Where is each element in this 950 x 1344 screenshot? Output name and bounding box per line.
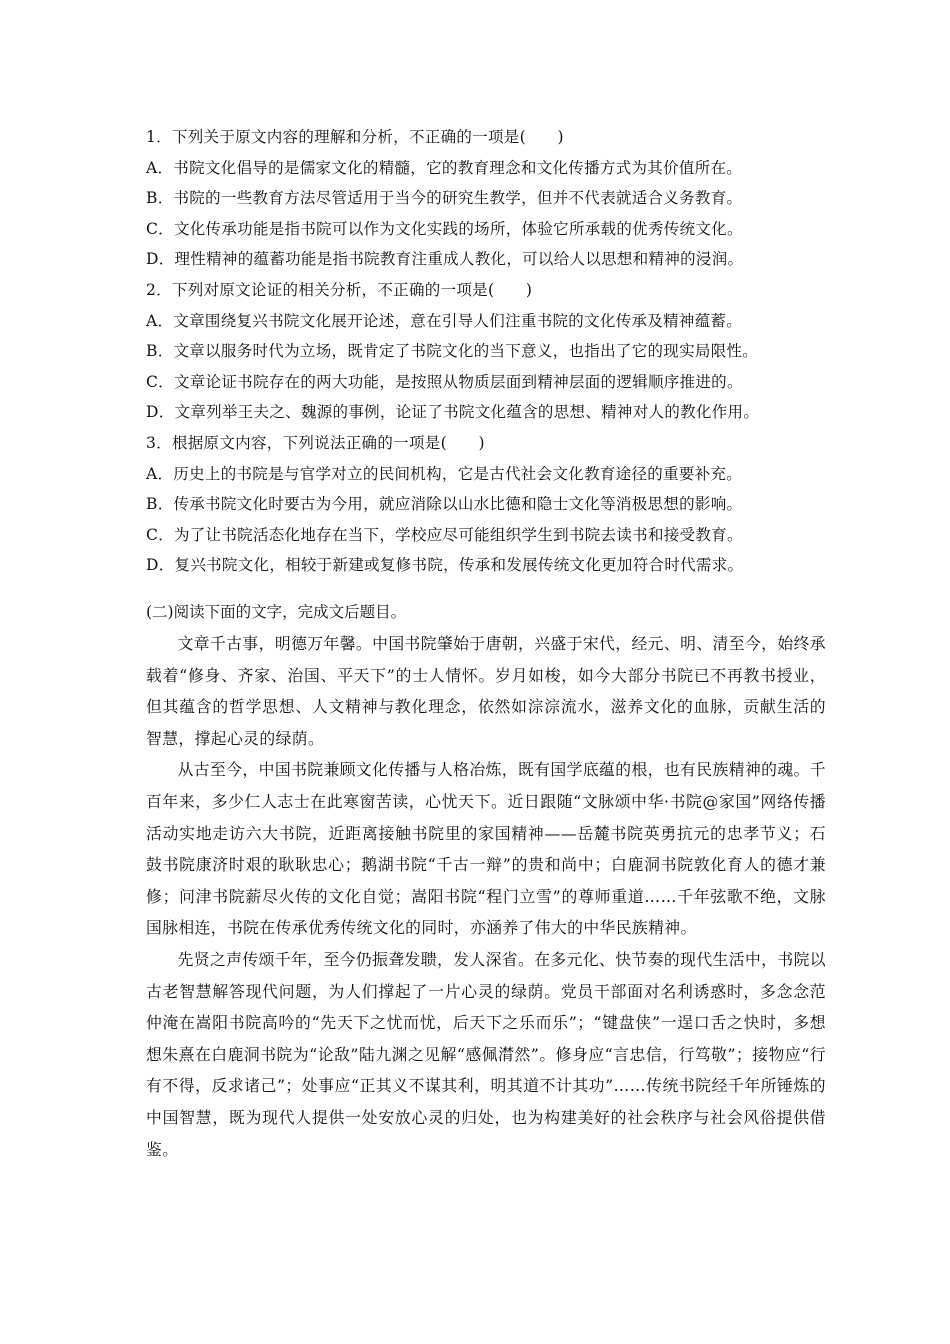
question-stem-1: 1．下列关于原文内容的理解和分析，不正确的一项是( ) xyxy=(146,128,564,146)
passage-paragraph-1: 文章千古事，明德万年馨。中国书院肇始于唐朝，兴盛于宋代，经元、明、清至今，始终承载着“修身、齐家、治国、平天下”的士人情怀。岁月如梭，如今大部分书院已不再教书授业，但其蕴含的哲学思想、人文精神与教化理念，依然如淙淙流水，滋养文化的血脉，贡献生活的智慧，撑起心灵的绿荫。 xyxy=(146,634,826,748)
question-list xyxy=(146,122,826,581)
section-heading: (二)阅读下面的文字，完成文后题目。 xyxy=(146,603,407,621)
question-2-option-b: B．文章以服务时代为立场，既肯定了书院文化的当下意义，也指出了它的现实局限性。 xyxy=(146,342,759,361)
question-2-option-d: D．文章列举王夫之、魏源的事例，论证了书院文化蕴含的思想、精神对人的教化作用。 xyxy=(146,403,760,422)
passage-paragraph-3: 先贤之声传颂千年，至今仍振聋发聩，发人深省。在多元化、快节奏的现代生活中，书院以古老智慧解答现代问题，为人们撑起了一片心灵的绿荫。党员干部面对名利诱惑时，多念念范仲淹在嵩阳书院高吟的“先天下之忧而忧，后天下之乐而乐”；“键盘侠”一逞口舌之快时，多想想朱熹在白鹿洞书院为“论敌”陆九渊之见解“感佩潸然”。修身应“言忠信，行笃敬”；接物应“行有不得，反求诸己”；处事应“正其义不谋其利，明其道不计其功”……传统书院经千年所锤炼的中国智慧，既为现代人提供一处安放心灵的归处，也为构建美好的社会秩序与社会风俗提供借鉴。 xyxy=(146,949,826,1159)
question-3-option-b: B．传承书院文化时要古为今用，就应消除以山水比德和隐士文化等消极思想的影响。 xyxy=(146,495,743,514)
question-2-option-c: C．文章论证书院存在的两大功能，是按照从物质层面到精神层面的逻辑顺序推进的。 xyxy=(146,372,743,391)
question-1-option-c: C．文化传承功能是指书院可以作为文化实践的场所，体验它所承载的优秀传统文化。 xyxy=(146,219,743,238)
question-3-option-a: A．历史上的书院是与官学对立的民间机构，它是古代社会文化教育途径的重要补充。 xyxy=(146,464,743,483)
question-2-option-a: A．文章围绕复兴书院文化展开论述，意在引导人们注重书院的文化传承及精神蕴蓄。 xyxy=(146,311,743,330)
question-1-option-a: A．书院文化倡导的是儒家文化的精髓，它的教育理念和文化传播方式为其价值所在。 xyxy=(146,158,743,177)
question-stem-2: 2．下列对原文论证的相关分析，不正确的一项是( ) xyxy=(146,280,533,299)
question-1-option-d: D．理性精神的蕴蓄功能是指书院教育注重成人教化，可以给人以思想和精神的浸润。 xyxy=(146,250,744,269)
question-3-option-c: C．为了让书院活态化地存在当下，学校应尽可能组织学生到书院去读书和接受教育。 xyxy=(146,525,743,544)
question-3-option-d: D．复兴书院文化，相较于新建或复修书院，传承和发展传统文化更加符合时代需求。 xyxy=(146,556,744,575)
question-1-option-b: B．书院的一些教育方法尽管适用于当今的研究生教学，但并不代表就适合义务教育。 xyxy=(146,189,743,208)
passage-paragraph-2: 从古至今，中国书院兼顾文化传播与人格冶炼，既有国学底蕴的根，也有民族精神的魂。千百年来，多少仁人志士在此寒窗苦读，心忧天下。近日跟随“文脉颂中华·书院@家国”网络传播活动实地走访六大书院，近距离接触书院里的家国精神——岳麓书院英勇抗元的忠孝节义；石鼓书院康济时艰的耿耿忠心；鹅湖书院“千古一辩”的贵和尚中；白鹿洞书院敦化育人的德才兼修；问津书院薪尽火传的文化自觉；嵩阳书院“程门立雪”的尊师重道……千年弦歌不绝，文脉国脉相连，书院在传承优秀传统文化的同时，亦涵养了伟大的中华民族精神。 xyxy=(146,760,826,938)
question-stem-3: 3．根据原文内容，下列说法正确的一项是( ) xyxy=(146,433,485,452)
reading-passage xyxy=(146,628,826,1165)
